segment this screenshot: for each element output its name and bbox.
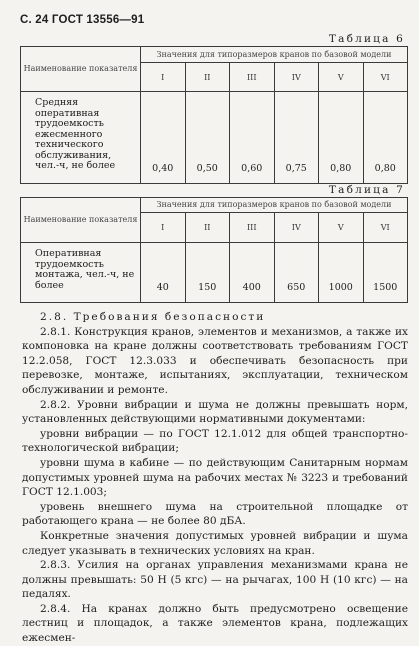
table6-col-6: VI bbox=[363, 63, 408, 92]
table7-value-5: 1000 bbox=[319, 243, 364, 303]
table6-col-2: II bbox=[185, 63, 230, 92]
table6-value-3: 0,60 bbox=[230, 92, 275, 184]
table7-value-1: 40 bbox=[141, 243, 186, 303]
table6-col-5: V bbox=[319, 63, 364, 92]
paragraph-2-8-1: 2.8.1. Конструкция кранов, элементов и механизмов, а также их компоновка на кране должны соответствовать требованиям ГОСТ 12.2.058, ГОСТ 12.3.033 и обеспечивать безопасность при перевозке, монтаже, испытаниях, эксплуатации, техническом обслуживании и ремонте. bbox=[22, 325, 408, 396]
table7-value-4: 650 bbox=[274, 243, 319, 303]
table6-group-header: Значения для типоразмеров кранов по базовой модели bbox=[141, 47, 408, 63]
table6-value-6: 0,80 bbox=[363, 92, 408, 184]
table6-caption: Таблица 6 bbox=[328, 33, 405, 45]
table7 bbox=[20, 197, 408, 303]
table6-row-header: Наименование показателя bbox=[21, 47, 141, 92]
paragraph-cabin-noise: уровни шума в кабине — по действующим Санитарным нормам допустимых уровней шума на рабочих местах № 3223 и требований ГОСТ 12.1.003; bbox=[22, 456, 408, 499]
table7-value-2: 150 bbox=[185, 243, 230, 303]
paragraph-vibration: уровни вибрации — по ГОСТ 12.1.012 для общей транспортно-технологической вибрации; bbox=[22, 427, 408, 455]
table6-col-4: IV bbox=[274, 63, 319, 92]
table6-row-label: Средняя оперативная трудоемкость ежесменного технического обслуживания, чел.-ч, не более bbox=[21, 92, 141, 184]
table7-value-3: 400 bbox=[230, 243, 275, 303]
table6-value-2: 0,50 bbox=[185, 92, 230, 184]
paragraph-external-noise: уровень внешнего шума на строительной площадке от работающего крана — не более 80 дБА. bbox=[22, 500, 408, 528]
table6-value-1: 0,40 bbox=[141, 92, 186, 184]
paragraph-2-8-3: 2.8.3. Усилия на органах управления механизмами крана не должны превышать: 50 Н (5 кгс) — на рычагах, 100 Н (10 кгс) — на педалях. bbox=[22, 559, 408, 601]
table6-value-4: 0,75 bbox=[274, 92, 319, 184]
table7-row-header: Наименование показателя bbox=[21, 198, 141, 243]
table6-value-5: 0,80 bbox=[319, 92, 364, 184]
table6-col-3: III bbox=[230, 63, 275, 92]
table7-col-4: IV bbox=[274, 213, 319, 243]
table7-col-2: II bbox=[185, 213, 230, 243]
table7-group-header: Значения для типоразмеров кранов по базовой модели bbox=[141, 198, 408, 213]
table7-row-label: Оперативная трудоемкость монтажа, чел.-ч, не более bbox=[21, 243, 141, 303]
table7-col-5: V bbox=[319, 213, 364, 243]
table6 bbox=[20, 46, 408, 184]
table6-col-1: I bbox=[141, 63, 186, 92]
paragraph-specific-values: Конкретные значения допустимых уровней вибрации и шума следует указывать в технических условиях на кран. bbox=[22, 529, 408, 557]
table7-value-6: 1500 bbox=[363, 243, 408, 303]
paragraph-2-8-2: 2.8.2. Уровни вибрации и шума не должны превышать норм, установленных действующими нормативными документами: bbox=[22, 398, 408, 426]
table7-col-1: I bbox=[141, 213, 186, 243]
table7-col-3: III bbox=[230, 213, 275, 243]
section-heading: 2.8. Требования безопасности bbox=[40, 311, 266, 323]
page-header: С. 24 ГОСТ 13556—91 bbox=[20, 14, 145, 26]
table7-col-6: VI bbox=[363, 213, 408, 243]
body-text bbox=[22, 310, 408, 646]
paragraph-2-8-4: 2.8.4. На кранах должно быть предусмотрено освещение лестниц и площадок, а также элементов крана, подлежащих ежесмен- bbox=[22, 602, 408, 645]
table7-caption: Таблица 7 bbox=[328, 184, 405, 196]
